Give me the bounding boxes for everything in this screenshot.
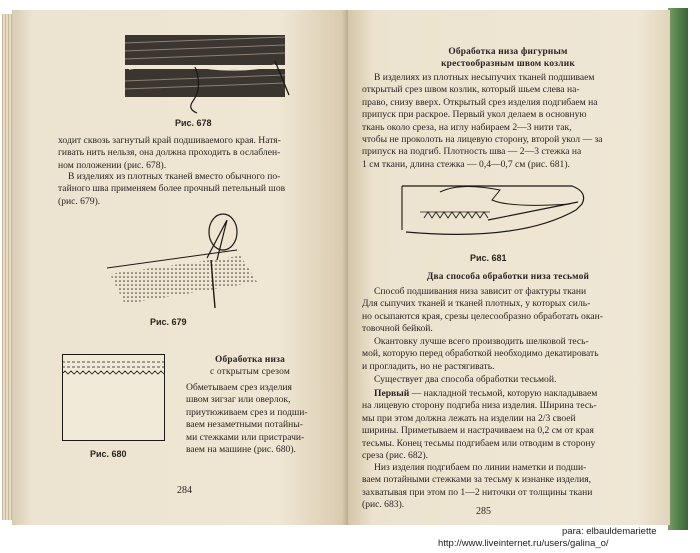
text-line: В изделиях из плотных тканей вместо обычного по- [68, 171, 281, 182]
left-section-body [186, 382, 308, 456]
right-paragraph-6 [362, 462, 592, 512]
right-section-title: Два способа обработки низа тесьмой [426, 272, 590, 282]
right-paragraph-5 [362, 388, 597, 462]
right-paragraph-2 [362, 286, 603, 336]
text-line: ми стежками или пристрачи- [186, 431, 305, 443]
figure-680 [62, 354, 168, 446]
watermark-url[interactable]: http://www.liveinternet.ru/users/galina_o/ [438, 538, 609, 549]
page-number-left: 284 [177, 485, 192, 496]
text-line: — накладной тесьмой, которую накладываем [409, 388, 598, 399]
right-page [348, 10, 670, 525]
text-line: среза (рис. 682). [362, 450, 429, 462]
text-line: припуск при раскрое. Первый укол делаем в основную [362, 109, 587, 121]
text-line: тесьмы. Конец тесьмы подгибаем или отводим в сторону [362, 437, 596, 449]
text-line: мой, которую перед обработкой необходимо декатировать [362, 348, 599, 360]
text-line: ваем потайными стежками за тесьму к изнанке изделия, [362, 474, 592, 486]
title-line: крестообразным швом козлик [441, 59, 575, 69]
figure-681 [400, 182, 590, 248]
text-line: ширины. Приметываем и настрачиваем на 0,2 см от края [362, 425, 594, 437]
page-number-right: 285 [476, 506, 491, 517]
text-line: В изделиях из плотных несыпучих тканей подшиваем [374, 72, 595, 83]
text-line: Низ изделия подгибаем по линии наметки и подши- [374, 462, 587, 473]
title-line: Обработка низа фигурным [448, 47, 568, 57]
text-line: но осыпаются края, срезы целесообразно обработать окан- [362, 310, 603, 322]
bold-term: Первый [374, 388, 410, 399]
figure-678 [125, 35, 290, 117]
text-line: ном положении (рис. 678). [58, 159, 167, 171]
text-line: (рис. 679). [58, 195, 101, 207]
text-line: ваем на машине (рис. 680). [186, 444, 296, 456]
book-cover-edge [668, 8, 688, 530]
text-line: ходит сквозь загнутый край подшиваемого края. Натя- [58, 135, 281, 146]
text-line: захватывая при этом по 1—2 ниточки от толщины ткани [362, 486, 593, 498]
figure-679-caption: Рис. 679 [150, 317, 187, 327]
right-page-title [360, 46, 656, 70]
text-line: Способ подшивания низа зависит от фактуры ткани [374, 286, 587, 297]
right-paragraph-3 [362, 336, 599, 373]
text-line: на лицевую сторону подгиба низа изделия. Ширина тесь- [362, 400, 597, 412]
figure-679 [107, 208, 257, 316]
text-line: тайного шва применяем более прочный петельный шов [58, 183, 286, 195]
right-paragraph-1 [362, 72, 603, 171]
text-line: гивать нить нельзя, она должна проходить в ослаблен- [58, 147, 281, 159]
left-paragraph-2 [58, 171, 285, 208]
text-line: Для сыпучих тканей и тканей плотных, у которых силь- [362, 298, 591, 310]
text-line: чтобы не проколоть на лицевую сторону, второй укол — за [362, 134, 603, 146]
text-line: ткань около среза, на иглу набираем 2—3 нити так, [362, 121, 572, 133]
text-line: товочной бейкой. [362, 323, 433, 335]
text-line: Окантовку лучше всего производить шелковой тесь- [374, 336, 589, 347]
text-line: Обметываем срез изделия [186, 382, 292, 393]
text-line: открытый срез швом козлик, который шьем слева на- [362, 84, 580, 96]
text-line: швом зигзаг или оверлок, [186, 394, 291, 406]
text-line: ваем незаметными потайны- [186, 419, 303, 431]
figure-678-caption: Рис. 678 [175, 118, 212, 128]
text-line: право, снизу вверх. Открытый срез изделия подгибаем на [362, 96, 598, 108]
left-section-title [180, 354, 320, 378]
left-page [12, 10, 348, 525]
text-line: припуск на подгиб. Плотность шва — 2—3 стежка на [362, 146, 582, 158]
watermark-author: para: elbauldemariette [562, 526, 657, 537]
figure-680-caption: Рис. 680 [90, 449, 127, 459]
left-paragraph-1 [58, 135, 281, 172]
text-line: (рис. 683). [362, 499, 405, 511]
figure-681-caption: Рис. 681 [470, 253, 507, 263]
right-paragraph-4: Существует два способа обработки тесьмой. [374, 374, 557, 385]
text-line: мы при этом должна лежать на изделии на 2/3 своей [362, 412, 576, 424]
section-title-line: с открытым срезом [210, 367, 290, 377]
section-title-line: Обработка низа [215, 355, 285, 365]
text-line: приутюживаем срез и подши- [186, 406, 308, 418]
text-line: 1 см ткани, длина стежка — 0,4—0,7 см (рис. 681). [362, 158, 570, 170]
text-line: и прогладить, но не растягивать. [362, 360, 495, 372]
